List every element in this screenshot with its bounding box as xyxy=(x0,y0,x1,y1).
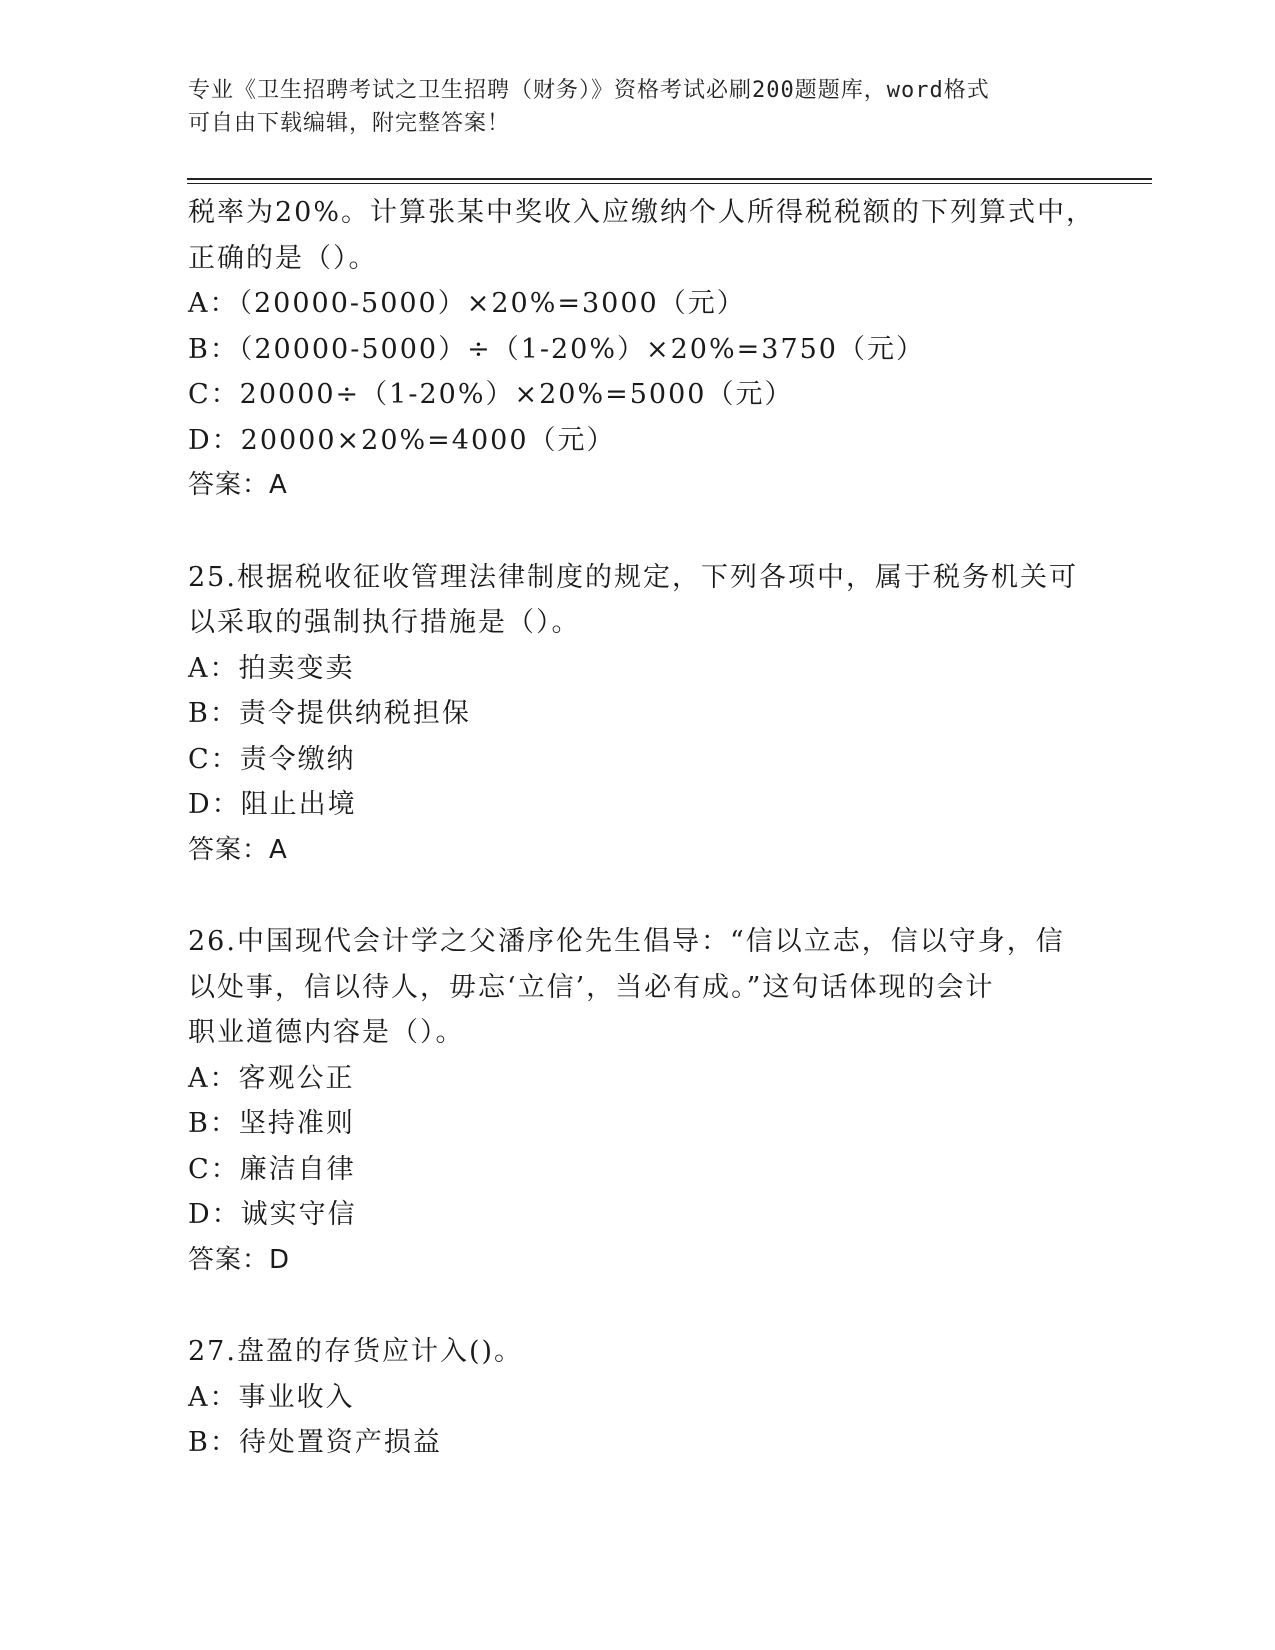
option-c: C：责令缴纳 xyxy=(188,743,356,775)
option-d: D：20000×20%=4000（元） xyxy=(188,424,616,456)
question-stem-line: 26.中国现代会计学之父潘序伦先生倡导：“信以立志，信以守身，信 xyxy=(188,926,1065,957)
option-a: A：客观公正 xyxy=(188,1062,355,1094)
question-25 xyxy=(188,555,1088,874)
option-a: A：事业收入 xyxy=(188,1381,355,1413)
question-24-continued xyxy=(188,190,1096,509)
question-stem-line: 职业道德内容是（）。 xyxy=(188,1017,465,1048)
option-a: A：（20000-5000）×20%=3000（元） xyxy=(188,288,746,319)
option-c: C：廉洁自律 xyxy=(188,1153,356,1185)
option-b: B：责令提供纳税担保 xyxy=(188,698,471,729)
question-stem-line: 税率为20%。计算张某中奖收入应缴纳个人所得税税额的下列算式中， xyxy=(188,197,1096,228)
question-26 xyxy=(188,919,1088,1283)
document-header xyxy=(188,74,1088,140)
question-stem-line: 以处事，信以待人，毋忘‘立信’，当必有成。”这句话体现的会计 xyxy=(188,971,995,1003)
option-b: B：（20000-5000）÷（1-20%）×20%=3750（元） xyxy=(188,333,925,365)
question-spacer xyxy=(188,873,1088,919)
question-stem-line: 以采取的强制执行措施是（）。 xyxy=(188,607,581,638)
question-stem-line: 25.根据税收征收管理法律制度的规定，下列各项中，属于税务机关可 xyxy=(188,561,1078,593)
answer-line: 答案：D xyxy=(188,1244,291,1275)
question-stem-line: 正确的是（）。 xyxy=(188,242,378,274)
question-stem-line: 27.盘盈的存货应计入()。 xyxy=(188,1336,524,1367)
option-a: A：拍卖变卖 xyxy=(188,652,355,684)
option-d: D：诚实守信 xyxy=(188,1199,357,1230)
header-title-line-2: 可自由下载编辑，附完整答案！ xyxy=(188,111,511,136)
header-divider-thin xyxy=(187,183,1152,184)
answer-line: 答案：A xyxy=(188,470,288,500)
option-c: C：20000÷（1-20%）×20%=5000（元） xyxy=(188,379,794,410)
option-b: B：坚持准则 xyxy=(188,1108,355,1139)
option-b: B：待处置资产损益 xyxy=(188,1427,442,1458)
option-d: D：阻止出境 xyxy=(188,789,357,820)
question-list xyxy=(188,190,1096,1466)
question-spacer xyxy=(188,509,1088,555)
question-27 xyxy=(188,1329,1088,1466)
question-spacer xyxy=(188,1283,1088,1329)
header-divider-thick xyxy=(187,178,1152,180)
header-title-line-1: 专业《卫生招聘考试之卫生招聘（财务）》资格考试必刷200题题库，word格式 xyxy=(188,78,990,103)
answer-line: 答案：A xyxy=(188,834,288,865)
